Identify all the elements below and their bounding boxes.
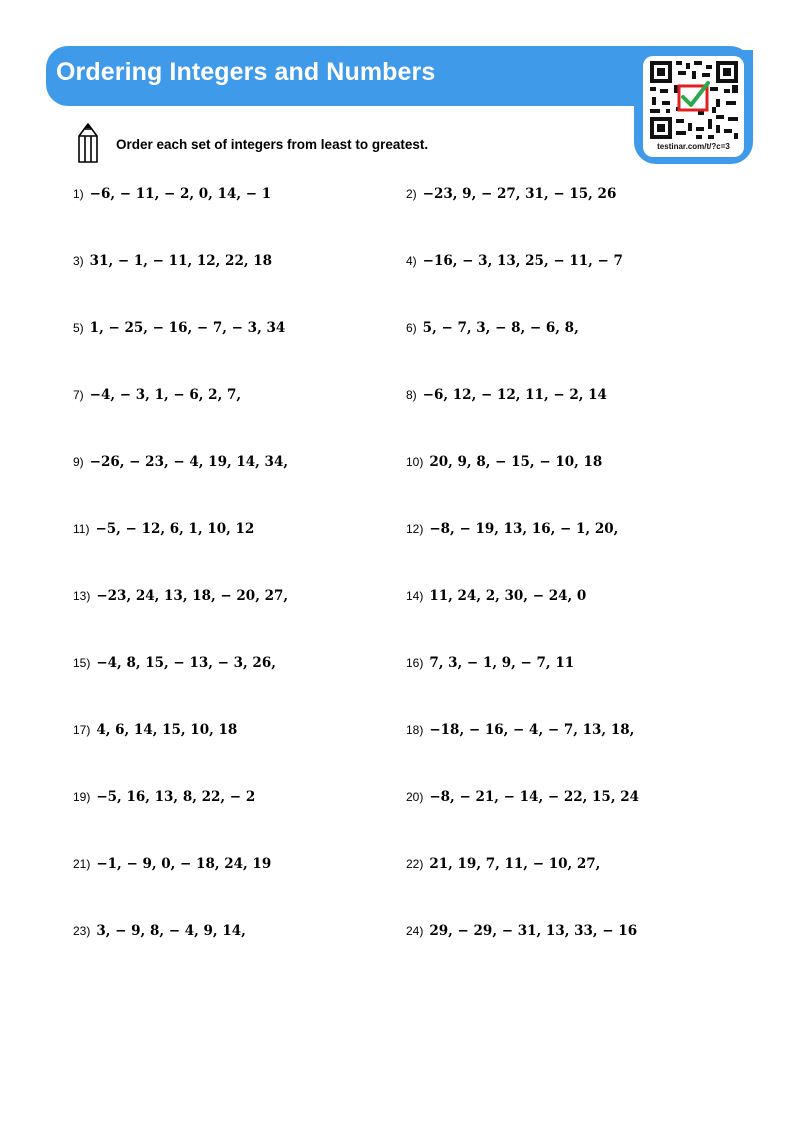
problem-number: 3): [73, 254, 84, 268]
problem-number: 6): [406, 321, 417, 335]
problem-number: 5): [73, 321, 84, 335]
problem-sequence: −8, − 21, − 14, − 22, 15, 24: [429, 789, 640, 805]
qr-code-icon: [650, 61, 738, 139]
problem-item: [406, 856, 600, 872]
problem-item: [406, 186, 616, 202]
problem-sequence: −8, − 19, 13, 16, − 1, 20,: [429, 521, 619, 537]
problem-sequence: −16, − 3, 13, 25, − 11, − 7: [422, 253, 623, 269]
problem-sequence: −6, − 11, − 2, 0, 14, − 1: [89, 186, 272, 202]
problem-number: 23): [73, 924, 91, 938]
problem-item: [406, 655, 574, 671]
problem-item: [73, 789, 255, 805]
problem-sequence: 21, 19, 7, 11, − 10, 27,: [429, 856, 601, 872]
problem-sequence: 3, − 9, 8, − 4, 9, 14,: [96, 923, 246, 939]
problem-sequence: −4, − 3, 1, − 6, 2, 7,: [89, 387, 242, 403]
problem-item: [73, 387, 241, 403]
problem-sequence: 7, 3, − 1, 9, − 7, 11: [429, 655, 575, 671]
problem-number: 22): [406, 857, 424, 871]
problem-sequence: 5, − 7, 3, − 8, − 6, 8,: [422, 320, 579, 336]
problem-number: 14): [406, 589, 424, 603]
problem-number: 15): [73, 656, 91, 670]
problem-sequence: −23, 24, 13, 18, − 20, 27,: [96, 588, 289, 604]
qr-url-label: testinar.com/t/?c=3: [657, 142, 730, 151]
problem-number: 8): [406, 388, 417, 402]
problem-sequence: 11, 24, 2, 30, − 24, 0: [429, 588, 587, 604]
problem-item: [406, 253, 623, 269]
problem-number: 20): [406, 790, 424, 804]
problem-number: 12): [406, 522, 424, 536]
problem-number: 2): [406, 187, 417, 201]
problem-sequence: 29, − 29, − 31, 13, 33, − 16: [429, 923, 638, 939]
problem-item: [73, 588, 288, 604]
problem-item: [73, 856, 271, 872]
problem-number: 10): [406, 455, 424, 469]
problem-number: 18): [406, 723, 424, 737]
problem-item: [73, 253, 272, 269]
problem-item: [406, 521, 618, 537]
problem-item: [73, 655, 276, 671]
problem-number: 16): [406, 656, 424, 670]
problem-sequence: 1, − 25, − 16, − 7, − 3, 34: [89, 320, 286, 336]
problem-item: [406, 454, 602, 470]
page-title: Ordering Integers and Numbers: [56, 58, 436, 86]
problem-sequence: −5, − 12, 6, 1, 10, 12: [95, 521, 255, 537]
problem-item: [406, 722, 634, 738]
problem-sequence: −5, 16, 13, 8, 22, − 2: [96, 789, 256, 805]
problem-sequence: 4, 6, 14, 15, 10, 18: [96, 722, 238, 738]
problem-item: [406, 789, 639, 805]
problem-number: 9): [73, 455, 84, 469]
problem-number: 17): [73, 723, 91, 737]
problem-number: 11): [73, 522, 90, 536]
problem-sequence: −26, − 23, − 4, 19, 14, 34,: [89, 454, 289, 470]
problem-sequence: −4, 8, 15, − 13, − 3, 26,: [96, 655, 276, 671]
problem-item: [73, 454, 288, 470]
problem-item: [73, 923, 246, 939]
problem-number: 7): [73, 388, 84, 402]
instructions-text: Order each set of integers from least to greatest.: [116, 137, 429, 152]
problem-item: [73, 722, 237, 738]
problem-sequence: −1, − 9, 0, − 18, 24, 19: [96, 856, 272, 872]
problem-number: 1): [73, 187, 84, 201]
problem-sequence: 20, 9, 8, − 15, − 10, 18: [429, 454, 603, 470]
problem-sequence: 31, − 1, − 11, 12, 22, 18: [89, 253, 273, 269]
problem-number: 21): [73, 857, 91, 871]
problem-sequence: −23, 9, − 27, 31, − 15, 26: [422, 186, 617, 202]
problem-item: [406, 923, 637, 939]
problem-item: [406, 387, 607, 403]
problem-sequence: −18, − 16, − 4, − 7, 13, 18,: [429, 722, 635, 738]
problem-item: [406, 588, 586, 604]
problem-number: 24): [406, 924, 424, 938]
problem-item: [73, 186, 271, 202]
problem-number: 4): [406, 254, 417, 268]
problem-item: [73, 521, 254, 537]
problem-item: [406, 320, 579, 336]
problem-number: 13): [73, 589, 91, 603]
problem-item: [73, 320, 285, 336]
problem-sequence: −6, 12, − 12, 11, − 2, 14: [422, 387, 607, 403]
pencil-icon: [77, 123, 99, 163]
problem-number: 19): [73, 790, 91, 804]
